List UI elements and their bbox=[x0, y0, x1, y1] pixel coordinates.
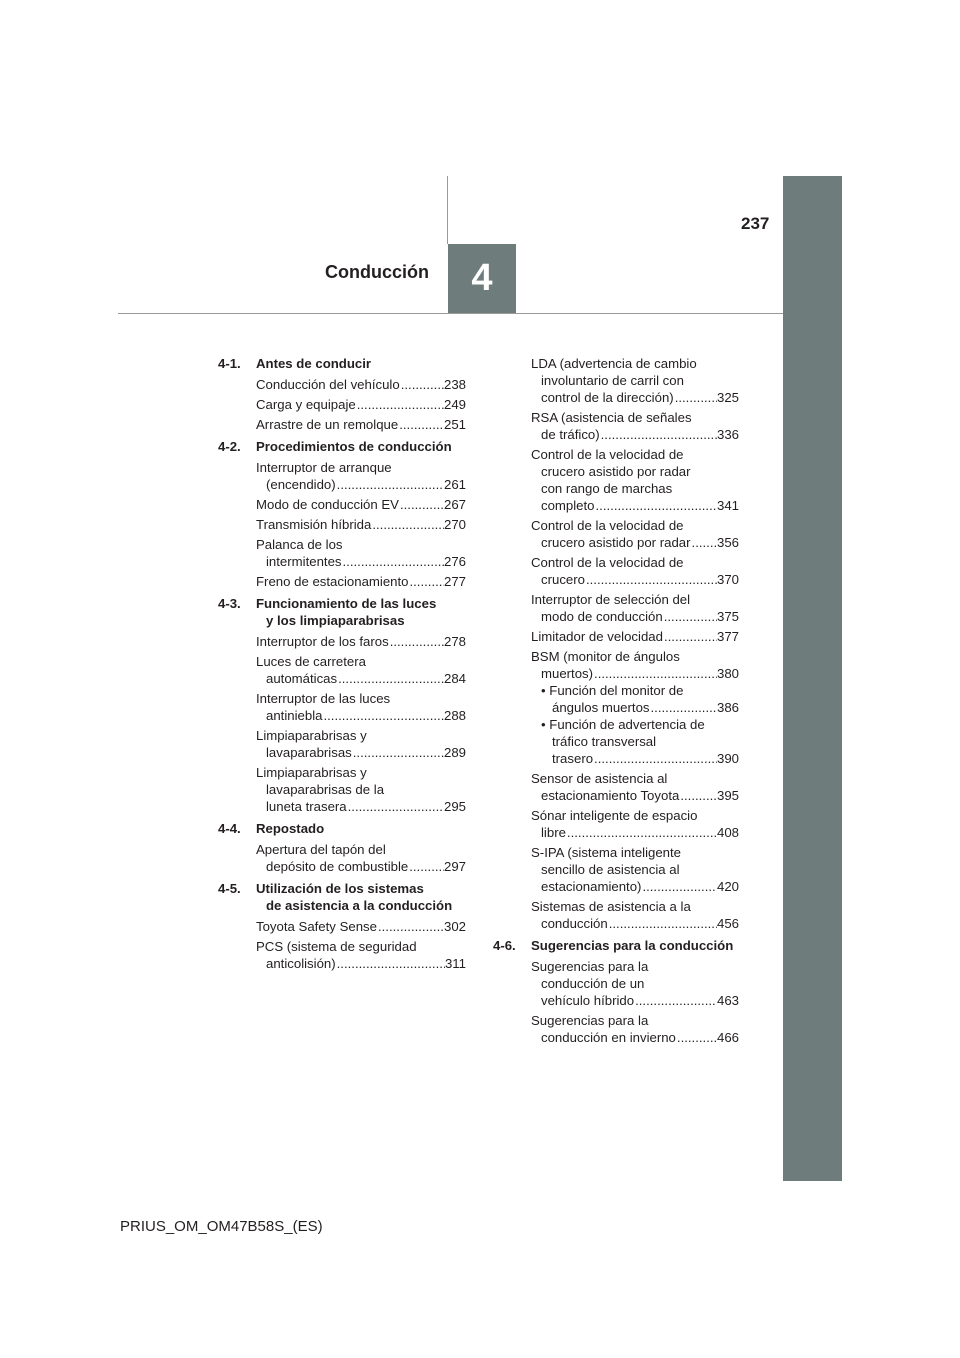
entry-page-number: 297 bbox=[443, 859, 466, 874]
section-title bbox=[256, 595, 466, 629]
entry-text-line: muertos) bbox=[541, 666, 594, 681]
section-number: 4-1. bbox=[218, 356, 241, 371]
entry-last-line bbox=[531, 571, 739, 588]
entry-last-line bbox=[531, 497, 739, 514]
toc-entry[interactable] bbox=[256, 516, 466, 533]
entry-text-line: Limpiaparabrisas y bbox=[256, 765, 367, 780]
entry-text-line: completo bbox=[541, 498, 595, 513]
entry-last-line bbox=[531, 534, 739, 551]
entry-text-line: crucero bbox=[541, 572, 585, 587]
toc-entry[interactable] bbox=[531, 446, 739, 514]
entry-text-line: Freno de estacionamiento bbox=[256, 574, 409, 589]
entry-text-line: Palanca de los bbox=[256, 537, 343, 552]
entry-last-line bbox=[256, 553, 466, 570]
entry-last-line bbox=[256, 516, 466, 533]
entry-last-line bbox=[256, 633, 466, 650]
entry-last-line bbox=[531, 426, 739, 443]
entry-text-line: ángulos muertos bbox=[552, 700, 650, 715]
entry-text-line: libre bbox=[541, 825, 566, 840]
toc-entry[interactable] bbox=[256, 536, 466, 570]
section-title-line: Utilización de los sistemas bbox=[256, 881, 424, 896]
entry-text-line: LDA (advertencia de cambio bbox=[531, 356, 697, 371]
entry-text-line: antiniebla bbox=[266, 708, 323, 723]
entry-text-line: (encendido) bbox=[266, 477, 336, 492]
entry-text-line: Conducción del vehículo bbox=[256, 377, 400, 392]
entry-text-line: estacionamiento) bbox=[541, 879, 642, 894]
section-title-line: Procedimientos de conducción bbox=[256, 439, 452, 454]
toc-entry[interactable] bbox=[531, 355, 739, 406]
chapter-title: Conducción bbox=[325, 262, 429, 282]
toc-entry[interactable] bbox=[531, 591, 739, 625]
dot-leader bbox=[400, 376, 444, 393]
entry-last-line bbox=[256, 476, 466, 493]
entry-last-line bbox=[256, 396, 466, 413]
entry-last-line bbox=[256, 798, 466, 815]
dot-leader bbox=[593, 665, 717, 682]
entry-text-line: anticolisión) bbox=[266, 956, 336, 971]
entry-text-line: estacionamiento Toyota bbox=[541, 788, 680, 803]
entry-page-number: 284 bbox=[443, 671, 466, 686]
toc-column-right bbox=[493, 355, 739, 1046]
toc-section-heading bbox=[493, 937, 739, 954]
entry-page-number: 456 bbox=[716, 916, 739, 931]
entry-last-line bbox=[531, 608, 739, 625]
dot-leader bbox=[663, 608, 717, 625]
entry-text-line: Control de la velocidad de bbox=[531, 447, 684, 462]
section-title bbox=[256, 438, 466, 455]
entry-text-line: conducción en invierno bbox=[541, 1030, 676, 1045]
dot-leader bbox=[634, 992, 717, 1009]
entry-last-line bbox=[256, 573, 466, 590]
section-title bbox=[531, 937, 739, 954]
toc-entry[interactable] bbox=[256, 496, 466, 513]
entry-last-line bbox=[256, 376, 466, 393]
dot-leader bbox=[600, 426, 717, 443]
toc-subentry[interactable] bbox=[531, 682, 739, 716]
entry-page-number: 325 bbox=[716, 390, 739, 405]
entry-page-number: 408 bbox=[716, 825, 739, 840]
dot-leader bbox=[352, 744, 444, 761]
chapter-number-box: 4 bbox=[448, 244, 516, 313]
dot-leader bbox=[663, 628, 717, 645]
section-title-line: Antes de conducir bbox=[256, 356, 372, 371]
dot-leader bbox=[408, 858, 444, 875]
dot-leader bbox=[608, 915, 717, 932]
entry-text-line: Limpiaparabrisas y bbox=[256, 728, 367, 743]
entry-page-number: 270 bbox=[443, 517, 466, 532]
page-number: 237 bbox=[741, 214, 770, 233]
entry-text-line: Transmisión híbrida bbox=[256, 517, 372, 532]
entry-text-line: tráfico transversal bbox=[552, 734, 657, 749]
toc-entry[interactable] bbox=[531, 1012, 739, 1046]
section-title-line: Funcionamiento de las luces bbox=[256, 596, 437, 611]
entry-text-line: Interruptor de selección del bbox=[531, 592, 691, 607]
dot-leader bbox=[377, 918, 444, 935]
dot-leader bbox=[408, 573, 444, 590]
entry-last-line bbox=[256, 955, 466, 972]
dot-leader bbox=[641, 878, 717, 895]
toc-entry[interactable] bbox=[531, 770, 739, 804]
section-number: 4-2. bbox=[218, 439, 241, 454]
dot-leader bbox=[691, 534, 717, 551]
toc-entry[interactable] bbox=[531, 628, 739, 645]
toc-section-heading bbox=[218, 355, 466, 372]
entry-text-line: Sugerencias para la bbox=[531, 959, 649, 974]
entry-text-line: vehículo híbrido bbox=[541, 993, 635, 1008]
toc-entry[interactable] bbox=[256, 938, 466, 972]
section-title-line: Sugerencias para la conducción bbox=[531, 938, 734, 953]
section-title bbox=[256, 880, 466, 914]
entry-text-line: BSM (monitor de ángulos bbox=[531, 649, 680, 664]
entry-last-line bbox=[256, 707, 466, 724]
entry-text-line: con rango de marchas bbox=[541, 481, 673, 496]
entry-page-number: 395 bbox=[716, 788, 739, 803]
entry-text-line: sencillo de asistencia al bbox=[541, 862, 680, 877]
chapter-side-tab bbox=[783, 176, 842, 1181]
dot-leader bbox=[595, 497, 717, 514]
entry-last-line bbox=[531, 824, 739, 841]
toc-entry[interactable] bbox=[531, 844, 739, 895]
entry-page-number: 377 bbox=[716, 629, 739, 644]
toc-column-left bbox=[218, 355, 466, 972]
toc-entry[interactable] bbox=[256, 459, 466, 493]
entry-text-line: PCS (sistema de seguridad bbox=[256, 939, 417, 954]
header-divider-vertical bbox=[447, 176, 448, 244]
entry-page-number: 251 bbox=[443, 417, 466, 432]
toc-entry[interactable] bbox=[531, 409, 739, 443]
section-title-line: de asistencia a la conducción bbox=[266, 898, 453, 913]
entry-page-number: 375 bbox=[716, 609, 739, 624]
entry-text-line: conducción de un bbox=[541, 976, 645, 991]
entry-text-line: automáticas bbox=[266, 671, 338, 686]
entry-last-line bbox=[531, 992, 739, 1009]
entry-page-number: 277 bbox=[443, 574, 466, 589]
entry-text-line: Control de la velocidad de bbox=[531, 555, 684, 570]
toc-subentry[interactable] bbox=[531, 716, 739, 767]
entry-last-line bbox=[531, 750, 739, 767]
entry-text-line: trasero bbox=[552, 751, 594, 766]
entry-page-number: 390 bbox=[716, 751, 739, 766]
entry-text-line: Interruptor de arranque bbox=[256, 460, 392, 475]
toc-section-heading bbox=[218, 880, 466, 914]
entry-text-line: • Función de advertencia de bbox=[541, 717, 705, 732]
entry-page-number: 278 bbox=[443, 634, 466, 649]
section-number: 4-6. bbox=[493, 938, 516, 953]
section-title-line: y los limpiaparabrisas bbox=[266, 613, 405, 628]
header-divider-horizontal bbox=[118, 313, 783, 314]
dot-leader bbox=[566, 824, 717, 841]
entry-page-number: 288 bbox=[443, 708, 466, 723]
section-title bbox=[256, 820, 466, 837]
entry-text-line: RSA (asistencia de señales bbox=[531, 410, 692, 425]
entry-page-number: 336 bbox=[716, 427, 739, 442]
entry-text-line: Control de la velocidad de bbox=[531, 518, 684, 533]
entry-page-number: 302 bbox=[443, 919, 466, 934]
entry-page-number: 238 bbox=[443, 377, 466, 392]
entry-text-line: modo de conducción bbox=[541, 609, 663, 624]
toc-entry[interactable] bbox=[256, 633, 466, 650]
entry-text-line: S-IPA (sistema inteligente bbox=[531, 845, 682, 860]
toc-entry[interactable] bbox=[256, 690, 466, 724]
entry-text-line: crucero asistido por radar bbox=[541, 535, 691, 550]
entry-page-number: 463 bbox=[716, 993, 739, 1008]
section-title-line: Repostado bbox=[256, 821, 325, 836]
toc-entry[interactable] bbox=[256, 416, 466, 433]
entry-page-number: 380 bbox=[716, 666, 739, 681]
entry-text-line: Toyota Safety Sense bbox=[256, 919, 377, 934]
entry-last-line bbox=[531, 1029, 739, 1046]
entry-text-line: Sónar inteligente de espacio bbox=[531, 808, 698, 823]
entry-last-line bbox=[256, 918, 466, 935]
dot-leader bbox=[585, 571, 717, 588]
toc-section-heading bbox=[218, 820, 466, 837]
entry-text-line: Carga y equipaje bbox=[256, 397, 356, 412]
entry-text-line: Luces de carretera bbox=[256, 654, 366, 669]
entry-page-number: 386 bbox=[716, 700, 739, 715]
dot-leader bbox=[336, 476, 444, 493]
entry-text-line: de tráfico) bbox=[541, 427, 600, 442]
entry-last-line bbox=[531, 628, 739, 645]
toc-entry[interactable] bbox=[531, 958, 739, 1009]
entry-page-number: 420 bbox=[716, 879, 739, 894]
entry-page-number: 261 bbox=[443, 477, 466, 492]
toc-entry[interactable] bbox=[256, 396, 466, 413]
entry-page-number: 249 bbox=[443, 397, 466, 412]
toc-entry[interactable] bbox=[531, 554, 739, 588]
dot-leader bbox=[336, 955, 445, 972]
entry-text-line: Sugerencias para la bbox=[531, 1013, 649, 1028]
toc-entry[interactable] bbox=[256, 764, 466, 815]
document-code-footer: PRIUS_OM_OM47B58S_(ES) bbox=[120, 1218, 323, 1235]
entry-last-line bbox=[256, 670, 466, 687]
entry-text-line: involuntario de carril con bbox=[541, 373, 684, 388]
entry-last-line bbox=[531, 699, 739, 716]
entry-last-line bbox=[531, 878, 739, 895]
entry-last-line bbox=[531, 665, 739, 682]
entry-text-line: conducción bbox=[541, 916, 608, 931]
section-number: 4-4. bbox=[218, 821, 241, 836]
entry-page-number: 276 bbox=[443, 554, 466, 569]
dot-leader bbox=[337, 670, 444, 687]
entry-text-line: lavaparabrisas de la bbox=[266, 782, 385, 797]
entry-page-number: 466 bbox=[716, 1030, 739, 1045]
dot-leader bbox=[356, 396, 444, 413]
entry-page-number: 370 bbox=[716, 572, 739, 587]
dot-leader bbox=[371, 516, 444, 533]
toc-section-heading bbox=[218, 438, 466, 455]
entry-text-line: Sensor de asistencia al bbox=[531, 771, 668, 786]
entry-page-number: 341 bbox=[716, 498, 739, 513]
entry-page-number: 311 bbox=[444, 956, 466, 971]
entry-text-line: Arrastre de un remolque bbox=[256, 417, 399, 432]
dot-leader bbox=[322, 707, 444, 724]
dot-leader bbox=[593, 750, 717, 767]
toc-section-heading bbox=[218, 595, 466, 629]
dot-leader bbox=[399, 496, 444, 513]
entry-last-line bbox=[531, 915, 739, 932]
entry-text-line: crucero asistido por radar bbox=[541, 464, 691, 479]
entry-text-line: Interruptor de las luces bbox=[256, 691, 391, 706]
entry-last-line bbox=[256, 744, 466, 761]
entry-text-line: • Función del monitor de bbox=[541, 683, 684, 698]
dot-leader bbox=[650, 699, 717, 716]
dot-leader bbox=[389, 633, 444, 650]
toc-entry[interactable] bbox=[256, 573, 466, 590]
entry-text-line: Limitador de velocidad bbox=[531, 629, 663, 644]
toc-entry[interactable] bbox=[531, 807, 739, 841]
toc-entry[interactable] bbox=[256, 376, 466, 393]
entry-last-line bbox=[256, 416, 466, 433]
dot-leader bbox=[398, 416, 444, 433]
entry-text-line: Sistemas de asistencia a la bbox=[531, 899, 691, 914]
section-number: 4-3. bbox=[218, 596, 241, 611]
dot-leader bbox=[342, 553, 444, 570]
toc-entry[interactable] bbox=[256, 727, 466, 761]
toc-entry[interactable] bbox=[256, 841, 466, 875]
entry-last-line bbox=[531, 389, 739, 406]
entry-text-line: luneta trasera bbox=[266, 799, 347, 814]
dot-leader bbox=[347, 798, 444, 815]
entry-page-number: 289 bbox=[443, 745, 466, 760]
entry-text-line: intermitentes bbox=[266, 554, 342, 569]
section-title bbox=[256, 355, 466, 372]
dot-leader bbox=[676, 1029, 717, 1046]
entry-text-line: lavaparabrisas bbox=[266, 745, 352, 760]
entry-text-line: depósito de combustible bbox=[266, 859, 409, 874]
entry-last-line bbox=[256, 496, 466, 513]
dot-leader bbox=[679, 787, 717, 804]
toc-entry[interactable] bbox=[256, 653, 466, 687]
entry-text-line: Modo de conducción EV bbox=[256, 497, 399, 512]
entry-text-line: Apertura del tapón del bbox=[256, 842, 386, 857]
entry-last-line bbox=[256, 858, 466, 875]
entry-page-number: 295 bbox=[443, 799, 466, 814]
entry-text-line: Interruptor de los faros bbox=[256, 634, 389, 649]
section-number: 4-5. bbox=[218, 881, 241, 896]
toc-entry[interactable] bbox=[256, 918, 466, 935]
toc-entry[interactable] bbox=[531, 517, 739, 551]
entry-last-line bbox=[531, 787, 739, 804]
toc-entry[interactable] bbox=[531, 898, 739, 932]
toc-entry[interactable] bbox=[531, 648, 739, 682]
entry-page-number: 267 bbox=[443, 497, 466, 512]
entry-text-line: control de la dirección) bbox=[541, 390, 674, 405]
dot-leader bbox=[674, 389, 717, 406]
entry-page-number: 356 bbox=[716, 535, 739, 550]
